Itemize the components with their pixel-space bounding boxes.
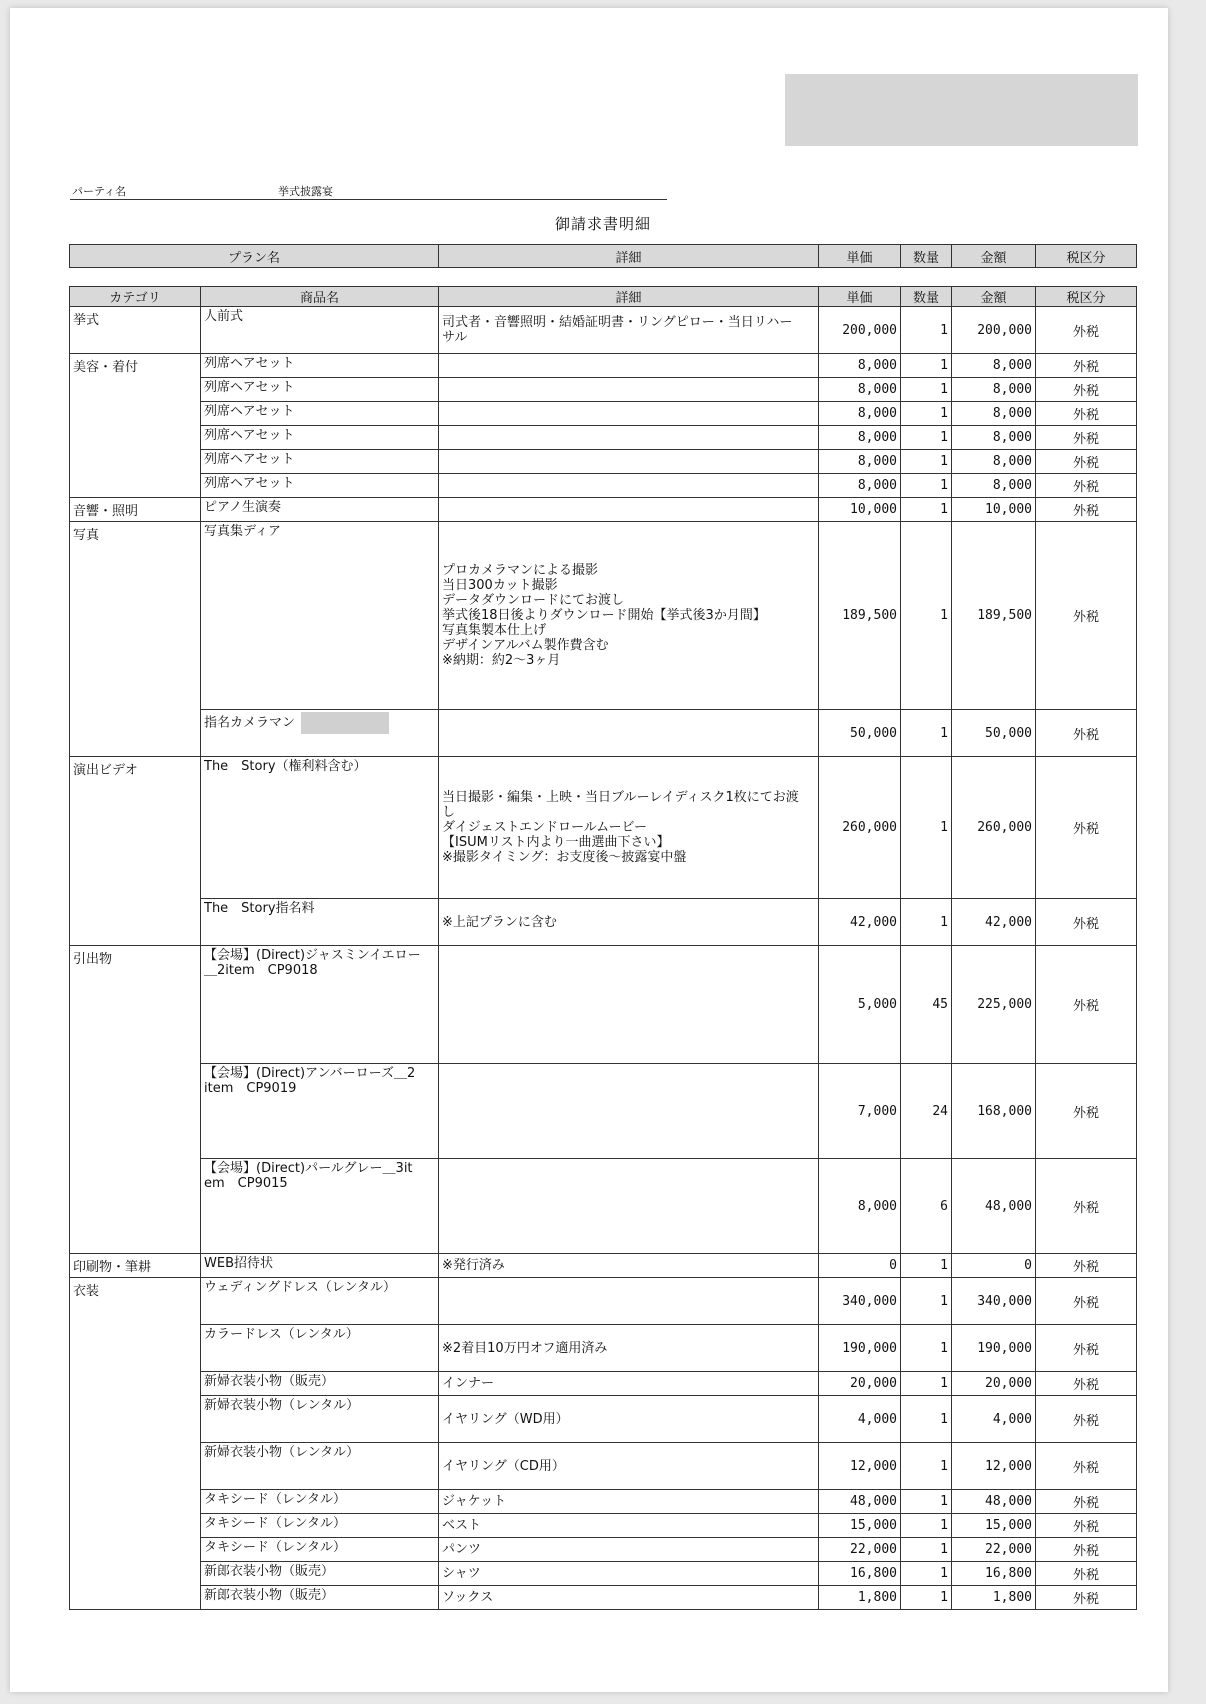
table-row (70, 1325, 1137, 1372)
table-row (70, 899, 1137, 946)
row-detail: ジャケット (439, 1490, 819, 1514)
row-product-name (201, 757, 439, 899)
row-tax: 外税 (1036, 1562, 1137, 1586)
row-qty: 1 (901, 1325, 952, 1372)
row-product-name-text: 写真集ディア (204, 524, 281, 539)
row-price: 0 (819, 1254, 901, 1278)
row-amount: 1,800 (952, 1586, 1036, 1610)
row-amount: 8,000 (952, 378, 1036, 402)
row-detail: ※2着目10万円オフ適用済み (439, 1325, 819, 1372)
row-tax: 外税 (1036, 1064, 1137, 1159)
table-row (70, 946, 1137, 1064)
row-product-name-text: ウェディングドレス（レンタル） (204, 1280, 396, 1295)
row-product-name-text: 列席ヘアセット (204, 452, 295, 467)
row-tax: 外税 (1036, 450, 1137, 474)
row-amount: 168,000 (952, 1064, 1036, 1159)
row-qty: 1 (901, 1372, 952, 1396)
row-product-name (201, 1064, 439, 1159)
row-product-name (201, 946, 439, 1064)
plan-header-price: 単価 (819, 245, 901, 268)
row-amount: 50,000 (952, 710, 1036, 757)
row-product-name (201, 1372, 439, 1396)
table-row (70, 1396, 1137, 1443)
row-category: 音響・照明 (70, 498, 201, 522)
row-amount: 20,000 (952, 1372, 1036, 1396)
row-tax: 外税 (1036, 307, 1137, 354)
table-row (70, 1514, 1137, 1538)
row-qty: 1 (901, 522, 952, 710)
table-row (70, 710, 1137, 757)
row-detail (439, 1159, 819, 1254)
row-product-name (201, 1562, 439, 1586)
items-table-body (70, 307, 1137, 1610)
row-category: 印刷物・筆耕 (70, 1254, 201, 1278)
plan-header-qty: 数量 (901, 245, 952, 268)
row-product-name-text: The Story指名料 (204, 901, 315, 916)
row-price: 340,000 (819, 1278, 901, 1325)
row-product-name (201, 899, 439, 946)
row-tax: 外税 (1036, 1443, 1137, 1490)
row-tax: 外税 (1036, 899, 1137, 946)
row-detail: ※発行済み (439, 1254, 819, 1278)
row-amount: 8,000 (952, 402, 1036, 426)
table-row (70, 1159, 1137, 1254)
row-category: 美容・着付 (70, 354, 201, 498)
row-product-name (201, 1396, 439, 1443)
row-product-name (201, 522, 439, 710)
row-tax: 外税 (1036, 402, 1137, 426)
party-line (70, 181, 667, 200)
plan-header-amount: 金額 (952, 245, 1036, 268)
row-amount: 16,800 (952, 1562, 1036, 1586)
row-category: 挙式 (70, 307, 201, 354)
table-row (70, 474, 1137, 498)
row-amount: 340,000 (952, 1278, 1036, 1325)
table-row (70, 1538, 1137, 1562)
row-amount: 15,000 (952, 1514, 1036, 1538)
page-title: 御請求書明細 (554, 215, 651, 233)
row-qty: 1 (901, 450, 952, 474)
row-amount: 4,000 (952, 1396, 1036, 1443)
row-product-name (201, 450, 439, 474)
row-detail: プロカメラマンによる撮影 当日300カット撮影 データダウンロードにてお渡し 挙式後18日後よりダウンロード開始【挙式後3か月間】 写真集製本仕上げ デザインアルバム製作費含む ※納期：約2～3ヶ月 (439, 522, 819, 710)
row-tax: 外税 (1036, 946, 1137, 1064)
row-qty: 1 (901, 710, 952, 757)
row-amount: 12,000 (952, 1443, 1036, 1490)
row-product-name (201, 1278, 439, 1325)
table-row (70, 1372, 1137, 1396)
row-product-name-text: 【会場】(Direct)アンバーローズ＿2 item CP9019 (204, 1066, 416, 1096)
row-detail (439, 402, 819, 426)
row-detail: シャツ (439, 1562, 819, 1586)
row-amount: 42,000 (952, 899, 1036, 946)
row-price: 48,000 (819, 1490, 901, 1514)
row-category: 衣装 (70, 1278, 201, 1610)
row-tax: 外税 (1036, 1372, 1137, 1396)
row-tax: 外税 (1036, 426, 1137, 450)
row-price: 22,000 (819, 1538, 901, 1562)
items-table (69, 286, 1137, 1610)
row-qty: 1 (901, 1538, 952, 1562)
row-product-name-text: The Story（権利料含む） (204, 759, 367, 774)
table-row (70, 378, 1137, 402)
header-tax: 税区分 (1036, 287, 1137, 307)
row-detail (439, 354, 819, 378)
row-product-name (201, 710, 439, 757)
row-product-name (201, 426, 439, 450)
row-qty: 1 (901, 378, 952, 402)
table-row (70, 1562, 1137, 1586)
row-detail (439, 426, 819, 450)
row-amount: 8,000 (952, 426, 1036, 450)
party-name: 挙式披露宴 (278, 185, 333, 198)
row-price: 1,800 (819, 1586, 901, 1610)
row-price: 8,000 (819, 402, 901, 426)
row-product-name-text: 【会場】(Direct)パールグレー＿3it em CP9015 (204, 1161, 413, 1191)
row-detail (439, 946, 819, 1064)
row-detail: 司式者・音響照明・結婚証明書・リングピロー・当日リハー サル (439, 307, 819, 354)
row-detail (439, 474, 819, 498)
row-amount: 0 (952, 1254, 1036, 1278)
row-qty: 1 (901, 1443, 952, 1490)
row-product-name-text: 新婦衣装小物（レンタル） (204, 1398, 360, 1413)
row-tax: 外税 (1036, 757, 1137, 899)
row-tax: 外税 (1036, 1159, 1137, 1254)
row-category: 写真 (70, 522, 201, 757)
row-product-name-text: タキシード（レンタル） (204, 1492, 347, 1507)
row-price: 190,000 (819, 1325, 901, 1372)
row-amount: 190,000 (952, 1325, 1036, 1372)
row-amount: 48,000 (952, 1490, 1036, 1514)
row-price: 8,000 (819, 1159, 901, 1254)
row-tax: 外税 (1036, 1325, 1137, 1372)
plan-header-plan: プラン名 (70, 245, 439, 268)
row-tax: 外税 (1036, 522, 1137, 710)
table-row (70, 402, 1137, 426)
row-qty: 1 (901, 402, 952, 426)
row-tax: 外税 (1036, 1538, 1137, 1562)
row-detail (439, 1278, 819, 1325)
row-product-name-text: 新婦衣装小物（販売） (204, 1374, 335, 1389)
row-product-name (201, 378, 439, 402)
row-price: 50,000 (819, 710, 901, 757)
row-detail (439, 378, 819, 402)
row-detail: ベスト (439, 1514, 819, 1538)
row-qty: 1 (901, 474, 952, 498)
row-qty: 1 (901, 757, 952, 899)
row-product-name (201, 1514, 439, 1538)
table-row (70, 1443, 1137, 1490)
row-product-name-text: タキシード（レンタル） (204, 1516, 347, 1531)
row-category: 演出ビデオ (70, 757, 201, 946)
table-row (70, 1254, 1137, 1278)
row-tax: 外税 (1036, 354, 1137, 378)
row-detail: パンツ (439, 1538, 819, 1562)
row-qty: 24 (901, 1064, 952, 1159)
row-tax: 外税 (1036, 1278, 1137, 1325)
table-row (70, 354, 1137, 378)
plan-table-header (70, 245, 1137, 268)
table-row (70, 498, 1137, 522)
plan-header-tax: 税区分 (1036, 245, 1137, 268)
row-product-name (201, 402, 439, 426)
row-product-name (201, 1159, 439, 1254)
row-product-name-text: 列席ヘアセット (204, 356, 295, 371)
row-qty: 1 (901, 354, 952, 378)
row-product-name-text: ピアノ生演奏 (204, 500, 281, 515)
row-amount: 8,000 (952, 450, 1036, 474)
row-tax: 外税 (1036, 1254, 1137, 1278)
row-product-name-text: 人前式 (204, 309, 244, 324)
row-price: 8,000 (819, 378, 901, 402)
items-table-header (70, 287, 1137, 307)
row-product-name (201, 354, 439, 378)
row-product-name (201, 307, 439, 354)
row-product-name-text: WEB招待状 (204, 1256, 273, 1271)
row-product-name (201, 1586, 439, 1610)
row-product-name-text: 指名カメラマン (204, 715, 296, 731)
table-row (70, 1586, 1137, 1610)
header-category: カテゴリ (70, 287, 201, 307)
row-price: 16,800 (819, 1562, 901, 1586)
redacted-name (301, 712, 389, 734)
row-detail: 当日撮影・編集・上映・当日ブルーレイディスク1枚にてお渡 し ダイジェストエンドロールムービー 【ISUMリスト内より一曲選曲下さい】 ※撮影タイミング：お支度後～披露宴中盤 (439, 757, 819, 899)
row-detail (439, 450, 819, 474)
plan-header-detail: 詳細 (439, 245, 819, 268)
table-row (70, 307, 1137, 354)
row-price: 15,000 (819, 1514, 901, 1538)
row-product-name-text: 新郎衣装小物（販売） (204, 1564, 335, 1579)
row-tax: 外税 (1036, 1490, 1137, 1514)
table-row (70, 522, 1137, 710)
row-qty: 1 (901, 1278, 952, 1325)
row-price: 8,000 (819, 450, 901, 474)
row-product-name (201, 1325, 439, 1372)
row-tax: 外税 (1036, 474, 1137, 498)
row-detail (439, 710, 819, 757)
row-price: 7,000 (819, 1064, 901, 1159)
row-product-name (201, 474, 439, 498)
header-price: 単価 (819, 287, 901, 307)
row-tax: 外税 (1036, 1396, 1137, 1443)
row-category: 引出物 (70, 946, 201, 1254)
row-product-name-text: カラードレス（レンタル） (204, 1327, 359, 1342)
row-product-name (201, 498, 439, 522)
row-amount: 189,500 (952, 522, 1036, 710)
row-detail (439, 1064, 819, 1159)
row-product-name-text: 列席ヘアセット (204, 476, 295, 491)
row-amount: 8,000 (952, 354, 1036, 378)
table-row (70, 450, 1137, 474)
row-product-name-text: 列席ヘアセット (204, 428, 295, 443)
row-price: 12,000 (819, 1443, 901, 1490)
row-amount: 48,000 (952, 1159, 1036, 1254)
row-price: 5,000 (819, 946, 901, 1064)
row-qty: 1 (901, 1396, 952, 1443)
row-qty: 1 (901, 426, 952, 450)
row-price: 20,000 (819, 1372, 901, 1396)
row-tax: 外税 (1036, 498, 1137, 522)
row-product-name-text: 列席ヘアセット (204, 380, 295, 395)
row-tax: 外税 (1036, 378, 1137, 402)
row-price: 8,000 (819, 474, 901, 498)
row-price: 10,000 (819, 498, 901, 522)
row-price: 8,000 (819, 426, 901, 450)
row-qty: 45 (901, 946, 952, 1064)
row-qty: 1 (901, 307, 952, 354)
row-amount: 260,000 (952, 757, 1036, 899)
row-qty: 1 (901, 1254, 952, 1278)
row-product-name-text: 列席ヘアセット (204, 404, 295, 419)
row-amount: 200,000 (952, 307, 1036, 354)
redacted-block (785, 74, 1138, 146)
row-tax: 外税 (1036, 1586, 1137, 1610)
row-product-name-text: 【会場】(Direct)ジャスミンイエロー ＿2item CP9018 (204, 948, 421, 978)
row-tax: 外税 (1036, 1514, 1137, 1538)
row-product-name (201, 1490, 439, 1514)
row-amount: 10,000 (952, 498, 1036, 522)
row-product-name-text: 新婦衣装小物（レンタル） (204, 1445, 360, 1460)
row-product-name-text: 新郎衣装小物（販売） (204, 1588, 335, 1603)
table-row (70, 1490, 1137, 1514)
table-row (70, 1064, 1137, 1159)
row-tax: 外税 (1036, 710, 1137, 757)
row-qty: 6 (901, 1159, 952, 1254)
header-product: 商品名 (201, 287, 439, 307)
row-price: 260,000 (819, 757, 901, 899)
header-amount: 金額 (952, 287, 1036, 307)
row-qty: 1 (901, 498, 952, 522)
row-price: 189,500 (819, 522, 901, 710)
header-detail: 詳細 (439, 287, 819, 307)
row-amount: 8,000 (952, 474, 1036, 498)
row-qty: 1 (901, 899, 952, 946)
party-label: パーティ名 (72, 185, 127, 198)
row-detail: イヤリング（WD用） (439, 1396, 819, 1443)
row-product-name (201, 1538, 439, 1562)
row-amount: 225,000 (952, 946, 1036, 1064)
row-price: 42,000 (819, 899, 901, 946)
row-price: 4,000 (819, 1396, 901, 1443)
row-detail: インナー (439, 1372, 819, 1396)
table-row (70, 426, 1137, 450)
row-price: 8,000 (819, 354, 901, 378)
row-product-name (201, 1443, 439, 1490)
row-detail: ソックス (439, 1586, 819, 1610)
row-detail: ※上記プランに含む (439, 899, 819, 946)
row-price: 200,000 (819, 307, 901, 354)
row-qty: 1 (901, 1586, 952, 1610)
row-qty: 1 (901, 1562, 952, 1586)
row-detail: イヤリング（CD用） (439, 1443, 819, 1490)
row-qty: 1 (901, 1514, 952, 1538)
table-row (70, 1278, 1137, 1325)
row-product-name (201, 1254, 439, 1278)
plan-table (69, 244, 1137, 268)
row-amount: 22,000 (952, 1538, 1036, 1562)
row-detail (439, 498, 819, 522)
table-row (70, 757, 1137, 899)
row-product-name-text: タキシード（レンタル） (204, 1540, 347, 1555)
header-qty: 数量 (901, 287, 952, 307)
row-qty: 1 (901, 1490, 952, 1514)
